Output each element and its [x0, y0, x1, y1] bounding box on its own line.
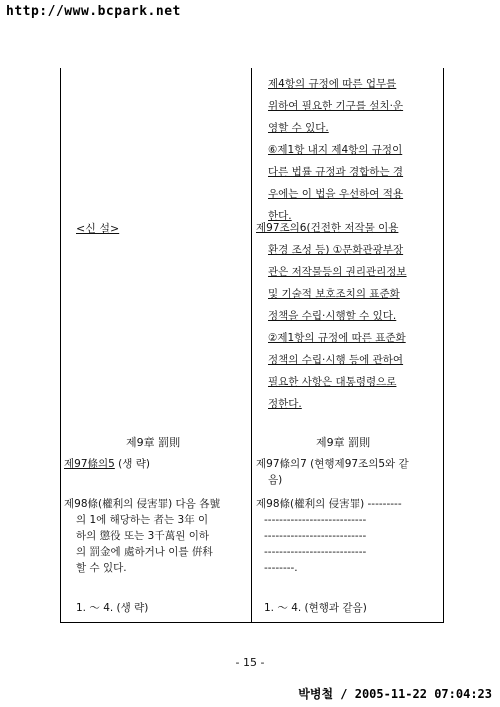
- right-article-98-line: ---------------------------: [264, 514, 367, 526]
- right-article-97-6-line: 정한다.: [268, 398, 302, 410]
- left-article-98: [64, 496, 220, 576]
- right-article-97-6-line: 필요한 사항은 대통령령으로: [268, 376, 397, 388]
- right-article-97-6-line: 제97조의6(건전한 저작물 이용: [256, 222, 399, 234]
- right-top-line: ⑥제1항 내지 제4항의 규정이: [268, 144, 403, 156]
- left-chapter-heading: 제9章 罰則: [126, 436, 181, 449]
- right-items: 1. ～ 4. (현행과 같음): [264, 602, 367, 614]
- left-article-97-5: [64, 456, 150, 472]
- right-top-line: 위하여 필요한 기구를 설치·운: [268, 100, 404, 112]
- right-article-97-6-line: 및 기술적 보호조치의 표준화: [268, 288, 400, 300]
- author-timestamp: 박병철 / 2005-11-22 07:04:23: [298, 687, 492, 701]
- watermark-url: http://www.bcpark.net: [6, 4, 181, 19]
- left-article-97-5-text: (생 략): [114, 458, 150, 470]
- right-top-line: 제4항의 규정에 따른 업무를: [268, 78, 397, 90]
- left-items: 1. ～ 4. (생 략): [76, 602, 149, 614]
- left-article-98-line: 할 수 있다.: [76, 562, 127, 574]
- page-number: - 15 -: [235, 656, 265, 669]
- right-article-97-7-line: 제97條의7 (현행제97조의5와 같: [256, 458, 409, 470]
- right-article-98-line: ---------------------------: [264, 546, 367, 558]
- right-top-line: 우에는 이 법을 우선하여 적용: [268, 188, 404, 200]
- right-article-97-6-line: 정책을 수립·시행할 수 있다.: [268, 310, 397, 322]
- right-top-block: [256, 76, 403, 224]
- left-article-97-5-number: 제97條의5: [64, 458, 115, 470]
- left-article-98-line: 하의 懲役 또는 3千萬원 이하: [76, 530, 210, 542]
- left-article-98-line: 의 1에 해당하는 者는 3年 이: [76, 514, 209, 526]
- right-article-98-line: ---------------------------: [264, 530, 367, 542]
- left-article-98-line: 제98條(權利의 侵害罪) 다음 各號: [64, 498, 221, 510]
- right-article-97-7: [256, 456, 409, 488]
- right-article-98: [256, 496, 402, 576]
- left-article-98-line: 의 罰金에 處하거나 이를 倂科: [76, 546, 213, 558]
- right-article-97-6-line: 관은 저작물등의 권리관리정보: [268, 266, 407, 278]
- right-top-line: 한다.: [268, 210, 292, 222]
- right-article-98-line: 제98條(權利의 侵害罪) ---------: [256, 498, 402, 510]
- right-article-97-6-line: 환경 조성 등) ①문화관광부장: [268, 244, 404, 256]
- right-article-97-6-line: ②제1항의 규정에 따른 표준화: [268, 332, 406, 344]
- right-article-97-6-line: 정책의 수립·시행 등에 관하여: [268, 354, 404, 366]
- right-article-97-7-line: 음): [268, 474, 283, 486]
- right-article-98-line: --------.: [264, 562, 298, 574]
- right-chapter-heading: 제9章 罰則: [316, 436, 371, 449]
- column-divider: [251, 68, 252, 622]
- right-top-line: 다른 법률 규정과 경합하는 경: [268, 166, 404, 178]
- new-section-placeholder: <신 설>: [76, 222, 120, 235]
- right-top-line: 영할 수 있다.: [268, 122, 329, 134]
- right-article-97-6: [256, 220, 407, 412]
